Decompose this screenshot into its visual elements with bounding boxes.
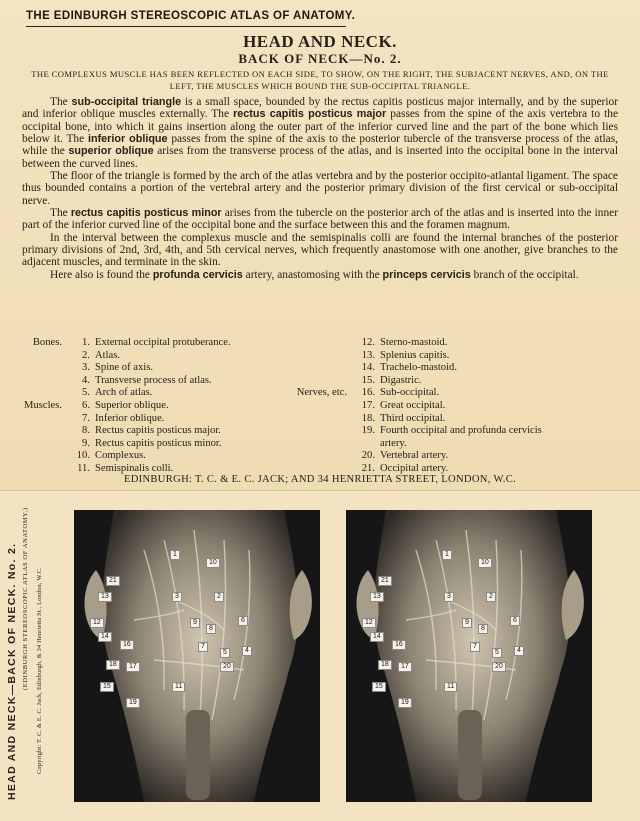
photo-label: 7 (470, 642, 480, 652)
photo-label: 11 (444, 682, 457, 692)
legend-row (14, 400, 231, 413)
photo-label: 21 (106, 576, 120, 586)
atlas-title: THE EDINBURGH STEREOSCOPIC ATLAS OF ANATOMY. (26, 10, 356, 22)
legend-text: Sub-occipital. (380, 387, 440, 399)
legend-text: Trachelo-mastoid. (380, 362, 457, 374)
photo-label: 1 (170, 550, 180, 560)
legend-number: 21. (361, 462, 375, 474)
legend-number: 4. (82, 374, 90, 386)
photo-label: 2 (486, 592, 496, 602)
legend-number: 15. (361, 374, 375, 386)
legend-category (284, 350, 353, 363)
legend-category: Bones. (32, 337, 62, 348)
photo-label: 6 (510, 616, 520, 626)
legend-row (284, 400, 542, 413)
legend-row (14, 387, 231, 400)
photo-label: 12 (90, 618, 104, 628)
photo-label: 16 (120, 640, 134, 650)
photo-label: 3 (444, 592, 454, 602)
photo-label: 8 (478, 624, 488, 634)
section-title: HEAD AND NECK. (243, 32, 397, 51)
photo-label: 12 (362, 618, 376, 628)
photo-label: 3 (172, 592, 182, 602)
legend-number: 16. (361, 387, 375, 399)
legend-number: 7. (82, 412, 90, 424)
legend-row (284, 375, 542, 388)
legend-category (284, 400, 353, 413)
legend-row (284, 450, 542, 463)
legend-row (14, 425, 231, 438)
legend-category (14, 413, 68, 426)
photo-label: 15 (100, 682, 114, 692)
legend-text: Transverse process of atlas. (95, 374, 212, 386)
legend-category (14, 350, 68, 363)
photo-label: 10 (478, 558, 492, 568)
legend-number: 13. (361, 349, 375, 361)
card-copyright: Copyright: T. C. & E. C. Jack, Edinburgh, & 34 Henrietta St., London, W.C. (36, 567, 43, 774)
legend-category (284, 438, 353, 451)
legend-row (14, 450, 231, 463)
legend-text: Digastric. (380, 374, 422, 386)
photo-label: 13 (98, 592, 112, 602)
legend-number: 9. (82, 437, 90, 449)
legend-row (14, 413, 231, 426)
photo-label: 20 (220, 662, 234, 672)
legend-text: Complexus. (95, 450, 146, 462)
legend-row (14, 362, 231, 375)
legend-text: Splenius capitis. (380, 349, 450, 361)
photo-label: 20 (492, 662, 506, 672)
photo-label: 18 (106, 660, 120, 670)
legend-text: artery. (380, 437, 407, 449)
legend-text: Rectus capitis posticus minor. (95, 437, 222, 449)
dissection-image (346, 510, 592, 802)
photo-label: 19 (398, 698, 412, 708)
legend-text: Sterno-mastoid. (380, 337, 448, 348)
legend-number: 10. (76, 450, 90, 462)
photo-label: 5 (220, 648, 230, 658)
legend-category (14, 450, 68, 463)
paragraph-5: Here also is found the profunda cervicis artery, anastomosing with the princeps cervicis branch of the occipital. (50, 268, 579, 281)
legend-text: Fourth occipital and profunda cervicis (380, 425, 542, 437)
photo-label: 9 (462, 618, 472, 628)
legend-text: Spine of axis. (95, 362, 153, 374)
legend-row (14, 375, 231, 388)
stereo-photo-right (346, 510, 592, 802)
legend-row (14, 438, 231, 451)
legend-category (284, 375, 353, 388)
photo-label: 14 (370, 632, 384, 642)
legend-number: 18. (361, 412, 375, 424)
card-vertical-title: HEAD AND NECK—BACK OF NECK. No. 2. (6, 542, 18, 800)
photo-label: 14 (98, 632, 112, 642)
legend-number: 6. (82, 399, 90, 411)
legend-row (14, 337, 231, 350)
photo-label: 15 (372, 682, 386, 692)
photo-label: 18 (378, 660, 392, 670)
legend-number (353, 438, 380, 451)
legend-row (284, 413, 542, 426)
plate-title: BACK OF NECK—No. 2. (238, 51, 402, 66)
legend-left (14, 337, 231, 476)
paragraph-4: In the interval between the complexus muscle and the semispinalis colli are found the internal branches of the posterior primary divisions of 2nd, 3rd, 4th, and 5th cervical nerves, which frequently anastomose with one another, give branches to the adjacent muscles, and terminate in the skin. (22, 231, 618, 269)
paragraph-3: The rectus capitis posticus minor arises from the tubercle on the posterior arch of the atlas and is inserted into the inner part of the inferior curved line of the occipital bone and the surface between this and the foramen magnum. (22, 207, 619, 232)
legend-number: 20. (361, 450, 375, 462)
photo-label: 16 (392, 640, 406, 650)
legend-category (284, 450, 353, 463)
legend-number: 5. (82, 387, 90, 399)
photo-label: 21 (378, 576, 392, 586)
photo-label: 10 (206, 558, 220, 568)
legend-category (14, 438, 68, 451)
legend-category (284, 425, 353, 438)
legend-category (284, 337, 353, 350)
legend-row (284, 425, 542, 438)
photo-label: 6 (238, 616, 248, 626)
legend-category (14, 362, 68, 375)
legend-number: 2. (82, 349, 90, 361)
legend-number: 14. (361, 362, 375, 374)
legend-number: 8. (82, 425, 90, 437)
legend-number: 1. (82, 337, 90, 348)
legend-number: 11. (77, 462, 90, 474)
intro-caption: THE COMPLEXUS MUSCLE HAS BEEN REFLECTED ON EACH SIDE, TO SHOW, ON THE RIGHT, THE SUBJACENT NERVES, AND, ON THE LEFT, THE MUSCLES WHICH BOUND THE SUB-OCCIPITAL TRIANGLE. (31, 69, 609, 91)
photo-label: 9 (190, 618, 200, 628)
publisher-line: EDINBURGH: T. C. & E. C. JACK; AND 34 HENRIETTA STREET, LONDON, W.C. (123, 474, 517, 485)
legend-text: Arch of atlas. (95, 387, 153, 399)
paragraph-2: The floor of the triangle is formed by the arch of the atlas vertebra and by the posterior occipito-atlantal ligament. The space thus bounded contains a portion of the vertebral artery and the posterior primary division of the first cervical or sub-occipital nerve. (22, 170, 618, 207)
photo-label: 19 (126, 698, 140, 708)
legend-row (284, 438, 542, 451)
legend-row (284, 362, 542, 375)
photo-label: 17 (126, 662, 140, 672)
description-text (22, 96, 618, 281)
legend-category: Muscles. (24, 399, 62, 411)
legend-row (284, 387, 542, 400)
legend-text: Third occipital. (380, 412, 446, 424)
legend-text: Semispinalis colli. (95, 462, 174, 474)
card-vertical-subtitle: (EDINBURGH STEREOSCOPIC ATLAS OF ANATOMY.) (22, 507, 29, 690)
photo-label: 2 (214, 592, 224, 602)
paragraph-1: The sub-occipital triangle is a small space, bounded by the rectus capitis posticus major internally, and by the superior and inferior oblique muscles externally. The rectus capitis posticus major passes from the spine of the axis vertebra to the occipital bone, into which it gains insertion along the outer part of the inferior curved line and the part of the bone which lies below it. The inferior oblique passes from the spine of the axis to the posterior tubercle of the transverse process of the atlas, while the superior oblique arises from the transverse process of the atlas, and is inserted into the occipital bone in the interval between the curved lines. (22, 96, 619, 170)
legend-number: 17. (361, 399, 375, 411)
legend-row (284, 350, 542, 363)
legend-row (14, 350, 231, 363)
legend-row (284, 337, 542, 350)
legend-number: 19. (361, 425, 375, 437)
legend-text: Vertebral artery. (380, 450, 449, 462)
legend-category (284, 413, 353, 426)
legend-text: External occipital protuberance. (95, 337, 231, 348)
legend-category (14, 375, 68, 388)
legend-text: Occipital artery. (380, 462, 449, 474)
photo-label: 11 (172, 682, 185, 692)
legend-number: 3. (82, 362, 90, 374)
legend-right (284, 337, 542, 476)
legend-category: Nerves, etc. (296, 387, 347, 399)
legend-text: Atlas. (95, 349, 121, 361)
legend-category (284, 362, 353, 375)
legend-text: Inferior oblique. (95, 412, 165, 424)
legend-number: 12. (361, 337, 375, 348)
photo-label: 1 (442, 550, 452, 560)
legend-text: Great occipital. (380, 399, 446, 411)
photo-label: 13 (370, 592, 384, 602)
photo-label: 7 (198, 642, 208, 652)
photo-label: 17 (398, 662, 412, 672)
dissection-image (74, 510, 320, 802)
legend-text: Rectus capitis posticus major. (95, 425, 221, 437)
photo-label: 8 (206, 624, 216, 634)
photo-label: 5 (492, 648, 502, 658)
photo-label: 4 (242, 646, 252, 656)
legend-category (14, 387, 68, 400)
photo-label: 4 (514, 646, 524, 656)
legend-text: Superior oblique. (95, 399, 169, 411)
legend-category (14, 425, 68, 438)
title-rule (26, 26, 346, 27)
stereo-photo-left (74, 510, 320, 802)
